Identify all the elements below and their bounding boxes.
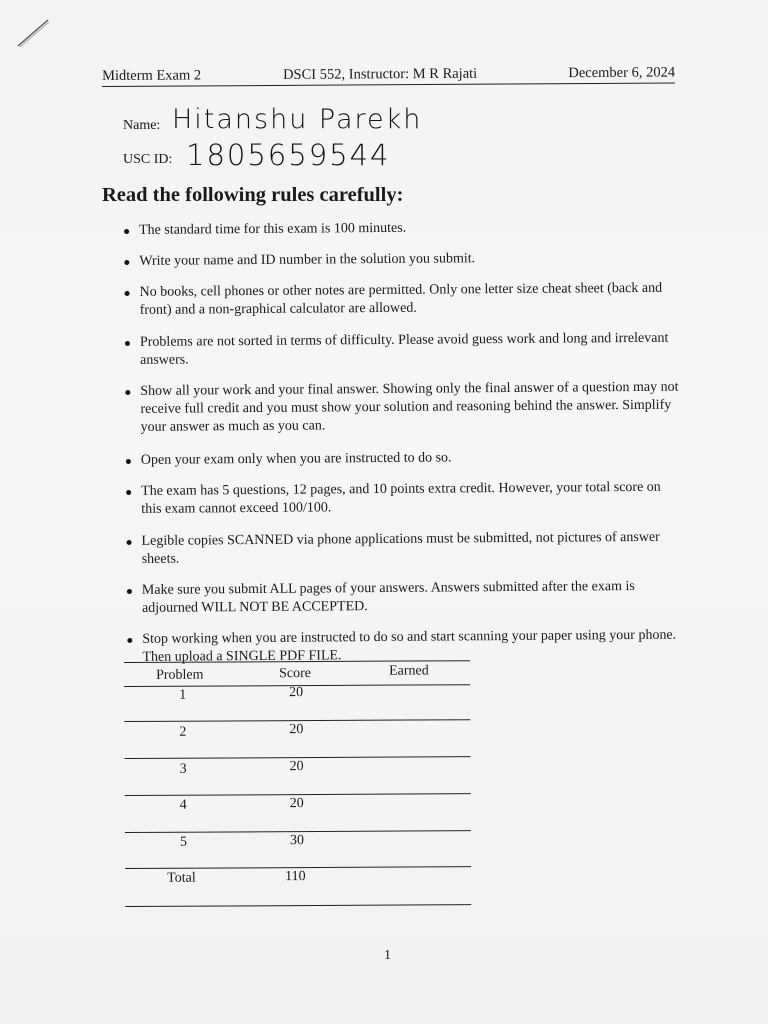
- course-instructor: DSCI 552, Instructor: M R Rajati: [283, 65, 478, 83]
- row-problem: 1: [179, 687, 187, 703]
- total-label: Total: [167, 870, 196, 886]
- bullet-icon: [125, 390, 130, 395]
- bullet-icon: [124, 229, 129, 234]
- rule-item: Make sure you submit ALL pages of your answers. Answers submitted after the exam is adjourned WILL NOT BE ACCEPTED.: [127, 578, 683, 582]
- row-problem: 4: [179, 797, 187, 813]
- rule-item: Problems are not sorted in terms of difficulty. Please avoid guess work and long and irrelevant answers.: [125, 330, 681, 334]
- row-problem: 5: [179, 834, 187, 850]
- page-number: 1: [384, 948, 391, 963]
- rule-item: Show all your work and your final answer. Showing only the final answer of a question may not receive full credit and you must show your solution and reasoning behind the answer. Simplify your answer as much as you can.: [125, 379, 681, 383]
- id-label: USC ID:: [123, 152, 173, 167]
- rule-item: The standard time for this exam is 100 minutes.: [124, 218, 680, 222]
- bullet-icon: [126, 459, 131, 464]
- rule-item: Legible copies SCANNED via phone applications must be submitted, not pictures of answer sheets.: [126, 529, 682, 533]
- bullet-icon: [126, 490, 131, 495]
- row-score: 20: [289, 685, 304, 701]
- bullet-icon: [125, 291, 130, 296]
- rule-item: The exam has 5 questions, 12 pages, and 10 points extra credit. However, your total score on this exam cannot exceed 100/100.: [126, 479, 682, 483]
- header-problem: Problem: [156, 667, 204, 683]
- exam-title: Midterm Exam 2: [102, 67, 202, 84]
- rule-item: Write your name and ID number in the solution you submit.: [124, 249, 680, 253]
- exam-date: December 6, 2024: [568, 64, 676, 82]
- rule-item: No books, cell phones or other notes are permitted. Only one letter size cheat sheet (back and front) and a non-graphical calculator are allowed.: [125, 280, 681, 284]
- table-bottom-rule: [125, 904, 471, 907]
- bullet-icon: [124, 260, 129, 265]
- row-score: 20: [289, 722, 304, 738]
- row-score: 30: [289, 833, 304, 849]
- name-label: Name:: [123, 118, 161, 133]
- rule-item: Open your exam only when you are instructed to do so.: [126, 448, 682, 452]
- row-score: 20: [289, 759, 304, 775]
- header-earned: Earned: [389, 663, 429, 679]
- bullet-icon: [127, 540, 132, 545]
- row-score: 20: [289, 796, 304, 812]
- name-handwritten: Hitanshu Parekh: [172, 104, 423, 135]
- rules-list: [124, 216, 680, 665]
- pencil-stroke-icon: [14, 16, 54, 50]
- rule-item: Stop working when you are instructed to do so and start scanning your paper using your phone. Then upload a SINGLE PDF FILE.: [127, 627, 683, 631]
- id-handwritten: 1805659544: [186, 138, 391, 172]
- bullet-icon: [127, 638, 132, 643]
- header-score: Score: [279, 666, 311, 682]
- row-problem: 3: [179, 761, 187, 777]
- total-score: 110: [285, 869, 306, 885]
- rules-heading: Read the following rules carefully:: [102, 184, 404, 206]
- bullet-icon: [127, 589, 132, 594]
- bullet-icon: [125, 341, 130, 346]
- row-problem: 2: [179, 724, 187, 740]
